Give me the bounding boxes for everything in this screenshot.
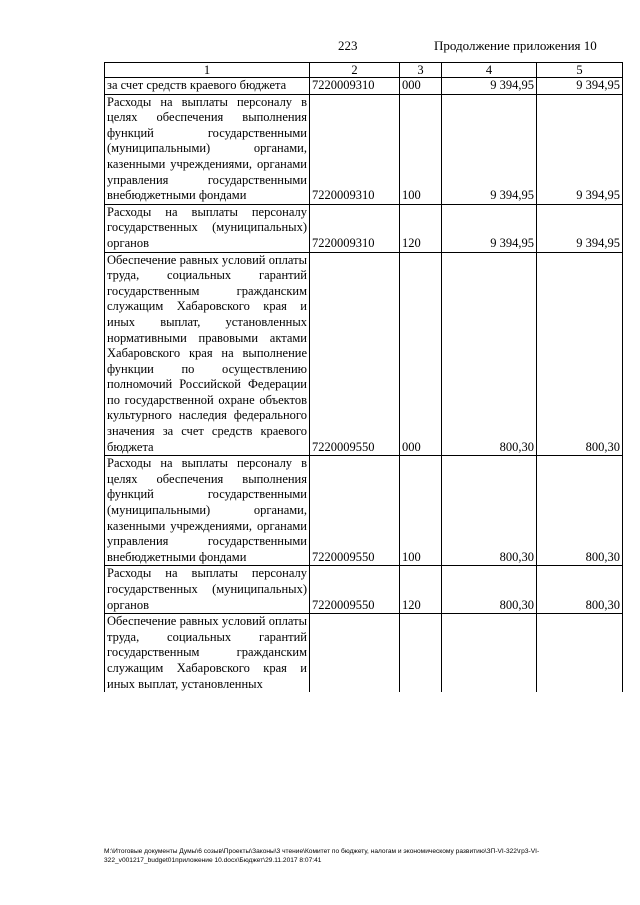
amount-year-1: 800,30 <box>442 456 537 566</box>
footer-path-line: 322_v001217_budget01приложение 10.docx\Бюджет\29.11.2017 8:07:41 <box>104 856 322 864</box>
column-header: 1 <box>105 63 310 78</box>
table-row <box>105 566 623 614</box>
amount-year-2: 9 394,95 <box>537 94 623 204</box>
row-description: Расходы на выплаты персоналу в целях обеспечения выполнения функций государственными (муниципальными) органами, казенными учреждениями, органами управления государственными внебюджетными фондами <box>105 94 310 204</box>
amount-year-2 <box>537 614 623 692</box>
expense-kind-code: 100 <box>400 456 442 566</box>
table-row <box>105 456 623 566</box>
target-article-code: 7220009550 <box>310 566 400 614</box>
expense-kind-code <box>400 614 442 692</box>
amount-year-1: 9 394,95 <box>442 204 537 252</box>
row-description: Расходы на выплаты персоналу государственных (муниципальных) органов <box>105 204 310 252</box>
expense-kind-code: 000 <box>400 78 442 95</box>
target-article-code <box>310 614 400 692</box>
amount-year-2: 9 394,95 <box>537 78 623 95</box>
budget-table <box>104 62 623 692</box>
page-number: 223 <box>338 38 358 53</box>
row-description: Обеспечение равных условий оплаты труда, социальных гарантий государственным гражданским служащим Хабаровского края и иных выплат, установленных <box>105 614 310 692</box>
row-description: Расходы на выплаты персоналу государственных (муниципальных) органов <box>105 566 310 614</box>
expense-kind-code: 100 <box>400 94 442 204</box>
expense-kind-code: 000 <box>400 252 442 456</box>
amount-year-1 <box>442 614 537 692</box>
table-row <box>105 252 623 456</box>
expense-kind-code: 120 <box>400 204 442 252</box>
amount-year-2: 9 394,95 <box>537 204 623 252</box>
amount-year-1: 800,30 <box>442 566 537 614</box>
appendix-continuation-title: Продолжение приложения 10 <box>434 38 597 53</box>
column-header: 2 <box>310 63 400 78</box>
amount-year-2: 800,30 <box>537 252 623 456</box>
footer-path-line: М:\Итоговые документы Думы\6 созыв\Проекты\Законы\3 чтение\Комитет по бюджету, налогам и экономическому развитию\ЗП-VI-322\гр3-VI- <box>104 848 540 855</box>
target-article-code: 7220009550 <box>310 456 400 566</box>
target-article-code: 7220009310 <box>310 78 400 95</box>
target-article-code: 7220009310 <box>310 94 400 204</box>
table-row <box>105 204 623 252</box>
table-row <box>105 78 623 95</box>
file-path-footer <box>104 848 624 865</box>
amount-year-1: 9 394,95 <box>442 94 537 204</box>
table-row <box>105 94 623 204</box>
column-header: 4 <box>442 63 537 78</box>
row-description: за счет средств краевого бюджета <box>105 78 310 95</box>
target-article-code: 7220009550 <box>310 252 400 456</box>
column-header: 3 <box>400 63 442 78</box>
expense-kind-code: 120 <box>400 566 442 614</box>
amount-year-2: 800,30 <box>537 566 623 614</box>
table-header-row <box>105 63 623 78</box>
amount-year-1: 800,30 <box>442 252 537 456</box>
column-header: 5 <box>537 63 623 78</box>
target-article-code: 7220009310 <box>310 204 400 252</box>
table-row <box>105 614 623 692</box>
row-description: Расходы на выплаты персоналу в целях обеспечения выполнения функций государственными (муниципальными) органами, казенными учреждениями, органами управления государственными внебюджетными фондами <box>105 456 310 566</box>
row-description: Обеспечение равных условий оплаты труда, социальных гарантий государственным гражданским служащим Хабаровского края и иных выплат, установленных нормативными правовыми актами Хабаровского края на выполнение функции по осуществлению полномочий Российской Федерации по государственной охране объектов культурного наследия федерального значения за счет средств краевого бюджета <box>105 252 310 456</box>
amount-year-2: 800,30 <box>537 456 623 566</box>
amount-year-1: 9 394,95 <box>442 78 537 95</box>
